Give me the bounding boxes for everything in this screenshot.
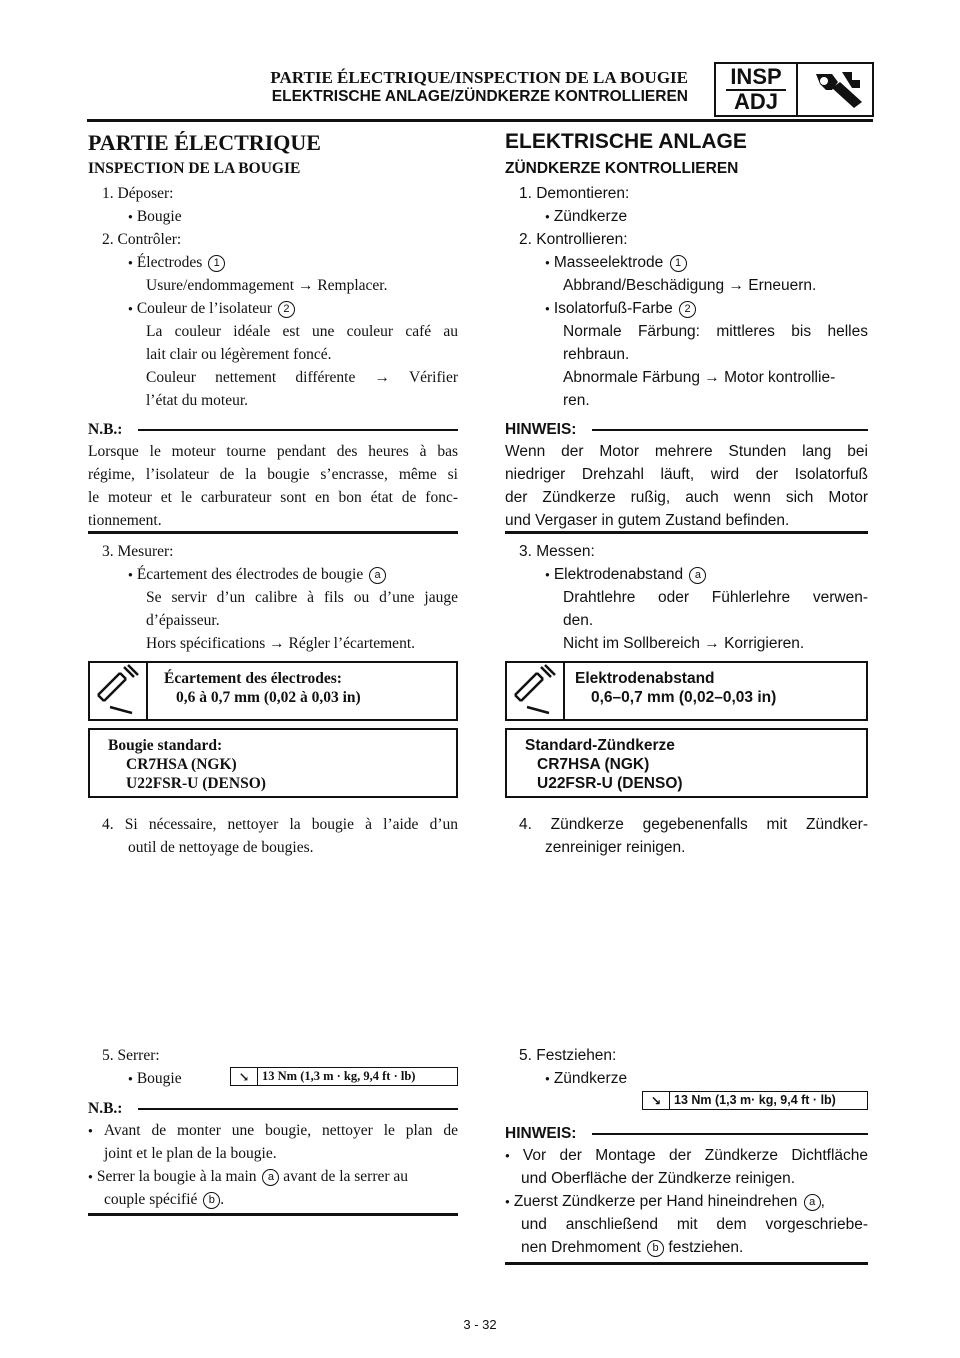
- insulator-text-1: La couleur idéale est une couleur café au: [146, 323, 458, 340]
- note-2-item-2-text: Zuerst Zündkerze per Hand hineindrehen: [513, 1193, 798, 1210]
- insulator-text-3: Couleur nettement différente → Vérifier: [146, 369, 458, 386]
- callout-a-2: a: [262, 1169, 279, 1186]
- note-2-item-2-end-text-b: festziehen.: [668, 1239, 744, 1256]
- gap-spec-title: Elektrodenabstand: [575, 670, 715, 687]
- note-text-2: niedriger Drehzahl läuft, wird der Isolatorfuß: [505, 466, 868, 483]
- torque-spec: [230, 1067, 458, 1086]
- step-3: 3. Mesurer:: [102, 543, 174, 560]
- gauge-icon: [507, 663, 565, 719]
- plug-spec-box: [88, 728, 458, 798]
- electrode-label: Masseelektrode: [553, 254, 664, 271]
- step-2-item-2: [545, 297, 696, 322]
- note-2-rule: [138, 1108, 458, 1110]
- plug-spec-title: Bougie standard:: [108, 737, 223, 754]
- note-header: [88, 421, 458, 439]
- note-2-header: [505, 1125, 868, 1143]
- note-2-item-2: [505, 1190, 825, 1215]
- note-2-item-2-comma: ,: [820, 1193, 825, 1210]
- callout-a: a: [369, 567, 386, 584]
- note-2-end-rule: [88, 1213, 458, 1216]
- note-end-rule: [88, 531, 458, 534]
- gap-spec-value: 0,6 à 0,7 mm (0,02 à 0,03 in): [176, 689, 361, 706]
- note-text-1: Lorsque le moteur tourne pendant des heures à bas: [88, 443, 458, 460]
- gap-spec-box: [88, 661, 458, 721]
- step-5-item: [128, 1067, 182, 1092]
- note-2-item-2-cont-text: couple spécifié: [104, 1191, 198, 1208]
- step-3-item: [128, 563, 386, 588]
- step-5-item: [545, 1067, 627, 1092]
- plug-spec-denso: U22FSR-U (DENSO): [126, 775, 266, 792]
- note-2-item-1: ● Vor der Montage der Zündkerze Dichtfläche: [505, 1144, 868, 1169]
- step-3-text-3: Nicht im Sollbereich → Korrigieren.: [563, 635, 805, 652]
- note-2-item-1-cont: und Oberfläche der Zündkerze reinigen.: [521, 1170, 795, 1187]
- plug-spec-title: Standard-Zündkerze: [525, 737, 675, 754]
- torque-value: 13 Nm (1,3 m· kg, 9,4 ft · lb): [674, 1093, 836, 1107]
- callout-a: a: [689, 567, 706, 584]
- section-subtitle: INSPECTION DE LA BOUGIE: [88, 160, 301, 177]
- insulator-text-4: ren.: [563, 392, 590, 409]
- step-1-item: [128, 205, 182, 230]
- step-3-text-2: den.: [563, 612, 594, 629]
- note-text-4: und Vergaser in gutem Zustand befinden.: [505, 512, 790, 529]
- step-2-item-1-text: Usure/endommagement → Remplacer.: [146, 277, 388, 294]
- step-4-text-1: 4. Si nécessaire, nettoyer la bougie à l’aide d’un: [102, 816, 458, 833]
- gap-label: Elektrodenabstand: [553, 566, 684, 583]
- step-3: 3. Messen:: [519, 543, 595, 560]
- insulator-label: Isolatorfuß-Farbe: [553, 300, 673, 317]
- step-3-text-2: d’épaisseur.: [146, 612, 220, 629]
- note-2-item-2-text-b: avant de la serrer au: [283, 1168, 409, 1185]
- insulator-text-4: l’état du moteur.: [146, 392, 249, 409]
- note-2-item-2: [88, 1165, 408, 1190]
- callout-2: 2: [278, 301, 295, 318]
- callout-1: 1: [208, 255, 225, 272]
- step-2-item-1: [128, 251, 225, 276]
- note-2-item-2-end: [521, 1236, 743, 1259]
- note-2-item-1-cont: joint et le plan de la bougie.: [104, 1145, 277, 1162]
- insulator-text-3: Abnormale Färbung → Motor kontrollie-: [563, 369, 836, 386]
- badge-bottom: ADJ: [733, 89, 778, 114]
- torque-wrench-icon: ↘: [643, 1092, 670, 1109]
- step-1-item-text: Bougie: [136, 208, 182, 225]
- step-3-text-1: Drahtlehre oder Fühlerlehre verwen-: [563, 589, 868, 606]
- plug-spec-box: [505, 728, 868, 798]
- insulator-label: Couleur de l’isolateur: [136, 300, 272, 317]
- note-2-item-2-cont: und anschließend mit dem vorgeschriebe-: [521, 1216, 868, 1233]
- insulator-text-2: rehbraun.: [563, 346, 630, 363]
- note-rule: [592, 429, 868, 431]
- note-text-3: der Zündkerze rußig, auch wenn sich Motor: [505, 489, 868, 506]
- note-text-1: Wenn der Motor mehrere Stunden lang bei: [505, 443, 868, 460]
- step-1: 1. Demontieren:: [519, 185, 630, 202]
- step-5: 5. Serrer:: [102, 1047, 160, 1064]
- step-2: 2. Kontrollieren:: [519, 231, 628, 248]
- badge-top: INSP: [726, 66, 785, 91]
- note-header: [505, 421, 868, 439]
- gap-spec-title: Écartement des électrodes:: [164, 670, 342, 687]
- badge-text: [716, 64, 798, 115]
- header-rule: [87, 119, 873, 122]
- step-4-text-2: outil de nettoyage de bougies.: [128, 839, 314, 856]
- step-3-text-3: Hors spécifications → Régler l’écartement.: [146, 635, 415, 652]
- section-title: PARTIE ÉLECTRIQUE: [88, 130, 321, 155]
- insulator-text-2: lait clair ou légèrement foncé.: [146, 346, 332, 363]
- page-number: 3 - 32: [463, 1317, 497, 1332]
- step-4-text-2: zenreiniger reinigen.: [545, 839, 686, 856]
- step-1-item-text: Zündkerze: [553, 208, 628, 225]
- torque-spec: [642, 1091, 868, 1110]
- header-title-fr: PARTIE ÉLECTRIQUE/INSPECTION DE LA BOUGIE: [270, 68, 688, 87]
- note-text-4: tionnement.: [88, 512, 162, 529]
- note-label: N.B.:: [88, 421, 123, 438]
- wrench-icon: [798, 64, 872, 115]
- gap-spec-value: 0,6–0,7 mm (0,02–0,03 in): [591, 689, 777, 706]
- callout-b: b: [647, 1240, 664, 1257]
- gap-label: Écartement des électrodes de bougie: [136, 566, 364, 583]
- note-end-rule: [505, 531, 868, 534]
- note-2-end-rule: [505, 1262, 868, 1265]
- note-2-item-1: ● Avant de monter une bougie, nettoyer le plan de: [88, 1119, 458, 1144]
- step-1-item: [545, 205, 627, 230]
- page-header: [210, 68, 688, 106]
- note-2-item-2-end-text: nen Drehmoment: [521, 1239, 641, 1256]
- plug-spec-ngk: CR7HSA (NGK): [537, 756, 650, 773]
- step-5: 5. Festziehen:: [519, 1047, 617, 1064]
- step-2-item-1: [545, 251, 687, 276]
- note-2-rule: [592, 1133, 868, 1135]
- header-title-de: ELEKTRISCHE ANLAGE/ZÜNDKERZE KONTROLLIEREN: [271, 88, 688, 105]
- gap-spec-box: [505, 661, 868, 721]
- plug-spec-ngk: CR7HSA (NGK): [126, 756, 237, 773]
- note-label: HINWEIS:: [505, 421, 577, 438]
- step-2: 2. Contrôler:: [102, 231, 182, 248]
- callout-1: 1: [670, 255, 687, 272]
- note-2-label: N.B.:: [88, 1100, 123, 1117]
- section-title: ELEKTRISCHE ANLAGE: [505, 130, 747, 153]
- note-text-3: le moteur et le carburateur sont en bon état de fonc-: [88, 489, 458, 506]
- insulator-text-1: Normale Färbung: mittleres bis helles: [563, 323, 868, 340]
- note-2-header: [88, 1100, 458, 1118]
- electrodes-label: Électrodes: [136, 254, 203, 271]
- note-rule: [138, 429, 458, 431]
- step-2-item-1-text: Abbrand/Beschädigung → Erneuern.: [563, 277, 817, 294]
- step-3-item: [545, 563, 706, 588]
- note-2-item-2-cont: couple spécifié b .: [104, 1191, 225, 1208]
- step-2-item-2: [128, 297, 295, 322]
- torque-value: 13 Nm (1,3 m · kg, 9,4 ft · lb): [262, 1069, 416, 1083]
- note-2-item-2-text: Serrer la bougie à la main: [96, 1168, 257, 1185]
- callout-2: 2: [679, 301, 696, 318]
- callout-a-2: a: [804, 1194, 821, 1211]
- insp-adj-badge: [714, 62, 874, 117]
- step-5-item-text: Bougie: [136, 1070, 182, 1087]
- plug-spec-denso: U22FSR-U (DENSO): [537, 775, 683, 792]
- note-2-label: HINWEIS:: [505, 1125, 577, 1142]
- note-text-2: régime, l’isolateur de la bougie s’encrasse, même si: [88, 466, 458, 483]
- step-5-item-text: Zündkerze: [553, 1070, 628, 1087]
- section-subtitle: ZÜNDKERZE KONTROLLIEREN: [505, 160, 739, 177]
- torque-wrench-icon: ↘: [231, 1068, 258, 1085]
- step-4-text-1: 4. Zündkerze gegebenenfalls mit Zündker-: [519, 816, 868, 833]
- gauge-icon: [90, 663, 148, 719]
- step-3-text-1: Se servir d’un calibre à fils ou d’une jauge: [146, 589, 458, 606]
- callout-b: b: [203, 1192, 220, 1209]
- step-1: 1. Déposer:: [102, 185, 174, 202]
